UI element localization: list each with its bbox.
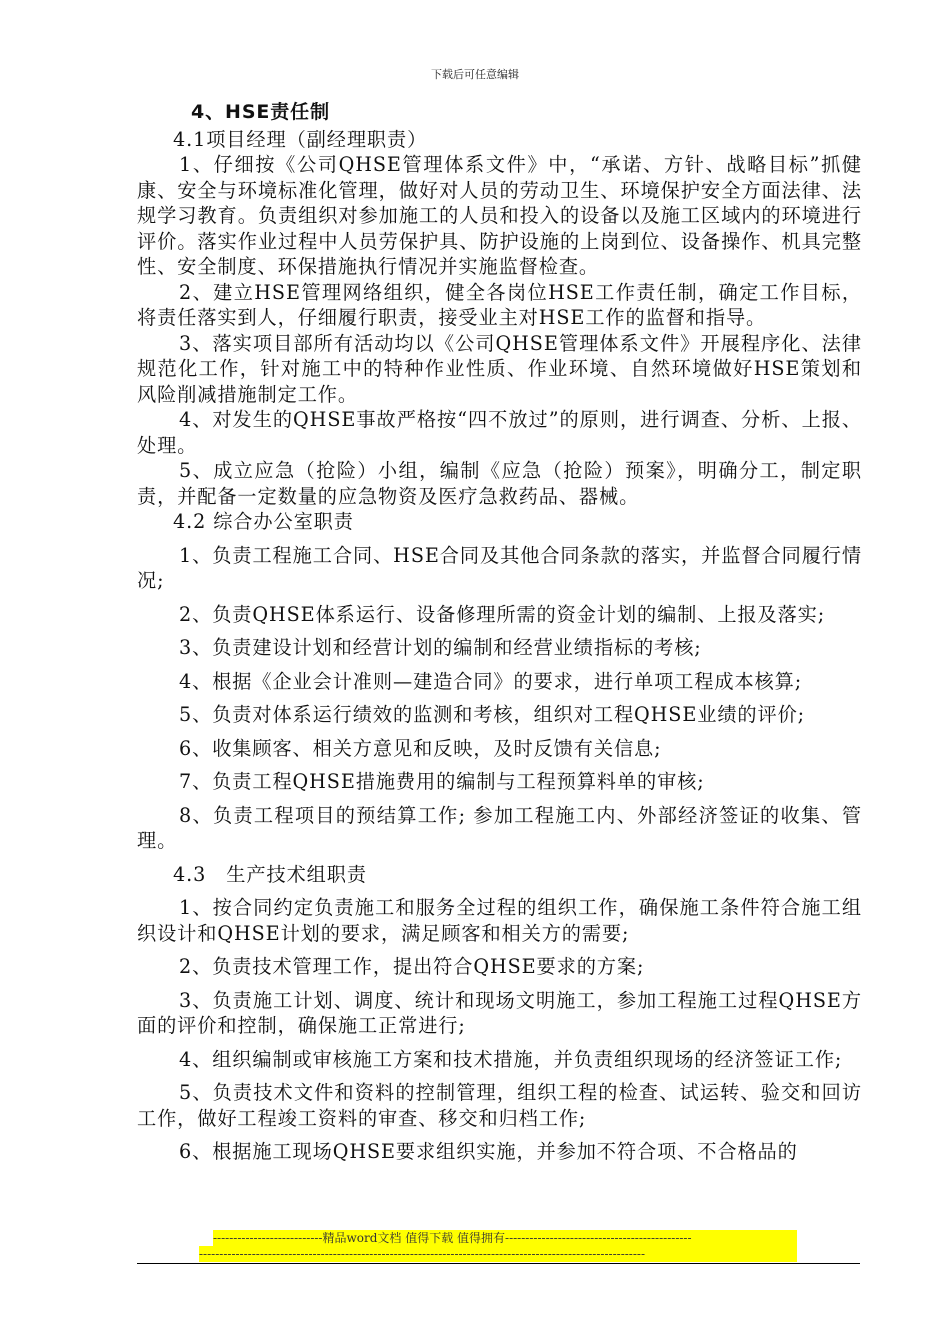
paragraph: 6、根据施工现场QHSE要求组织实施，并参加不符合项、不合格品的: [179, 1140, 798, 1163]
footer-divider: [137, 1263, 860, 1264]
paragraph: 1、负责工程施工合同、HSE合同及其他合同条款的落实，并监督合同履行情况;: [137, 543, 862, 592]
subsection-heading-4-3: 4.3 生产技术组职责: [173, 862, 367, 886]
paragraph: 7、负责工程QHSE措施费用的编制与工程预算料单的审核;: [179, 770, 705, 793]
section-title: 4、HSE责任制: [191, 101, 330, 123]
paragraph: 2、负责技术管理工作，提出符合QHSE要求的方案;: [179, 955, 645, 978]
footer-banner-line: --------------------------------------------------------------------------------------------------------------: [199, 1246, 797, 1262]
paragraph: 1、按合同约定负责施工和服务全过程的组织工作，确保施工条件符合施工组织设计和QHSE计划的要求，满足顾客和相关方的需要;: [137, 896, 862, 945]
paragraph: 3、落实项目部所有活动均以《公司QHSE管理体系文件》开展程序化、法律规范化工作，针对施工中的特种作业性质、作业环境、自然环境做好HSE策划和风险削减措施制定工作。: [137, 331, 862, 406]
paragraph: 5、负责技术文件和资料的控制管理，组织工程的检查、试运转、验交和回访工作，做好工程竣工资料的审查、移交和归档工作;: [137, 1081, 862, 1130]
paragraph: 6、收集顾客、相关方意见和反映，及时反馈有关信息;: [179, 736, 662, 760]
subsection-heading-4-1: 4.1项目经理（副经理职责）: [173, 127, 428, 151]
paragraph: 8、负责工程项目的预结算工作; 参加工程施工内、外部经济签证的收集、管理。: [137, 803, 862, 852]
paragraph: 5、成立应急（抢险）小组，编制《应急（抢险）预案》，明确分工，制定职责，并配备一定数量的应急物资及医疗急救药品、器械。: [137, 459, 862, 508]
paragraph: 1、仔细按《公司QHSE管理体系文件》中，“承诺、方针、战略目标”抓健康、安全与环境标准化管理，做好对人员的劳动卫生、环境保护安全方面法律、法规学习教育。负责组织对参加施工的人员和投入的设备以及施工区域内的环境进行评价。落实作业过程中人员劳保护具、防护设施的上岗到位、设备操作、机具完整性、安全制度、环保措施执行情况并实施监督检查。: [137, 153, 862, 278]
paragraph: 4、对发生的QHSE事故严格按“四不放过”的原则，进行调查、分析、上报、处理。: [137, 408, 862, 457]
document-body: [137, 100, 862, 1165]
header-note: 下载后可任意编辑: [431, 68, 519, 81]
paragraph: 4、组织编制或审核施工方案和技术措施，并负责组织现场的经济签证工作;: [179, 1047, 843, 1071]
footer-banner-line: ---------------------------精品word文档 值得下载 值得拥有----------------------------------------------: [213, 1230, 797, 1246]
paragraph: 2、建立HSE管理网络组织，健全各岗位HSE工作责任制，确定工作目标，将责任落实到人，仔细履行职责，接受业主对HSE工作的监督和指导。: [137, 280, 862, 329]
subsection-heading-4-2: 4.2 综合办公室职责: [173, 510, 354, 533]
paragraph: 5、负责对体系运行绩效的监测和考核，组织对工程QHSE业绩的评价;: [179, 703, 806, 726]
footer-banner: [199, 1230, 797, 1262]
paragraph: 3、负责建设计划和经营计划的编制和经营业绩指标的考核;: [179, 636, 702, 659]
paragraph: 2、负责QHSE体系运行、设备修理所需的资金计划的编制、上报及落实;: [179, 602, 826, 626]
paragraph: 4、根据《企业会计准则—建造合同》的要求，进行单项工程成本核算;: [179, 669, 803, 693]
paragraph: 3、负责施工计划、调度、统计和现场文明施工，参加工程施工过程QHSE方面的评价和控制，确保施工正常进行;: [137, 988, 862, 1037]
